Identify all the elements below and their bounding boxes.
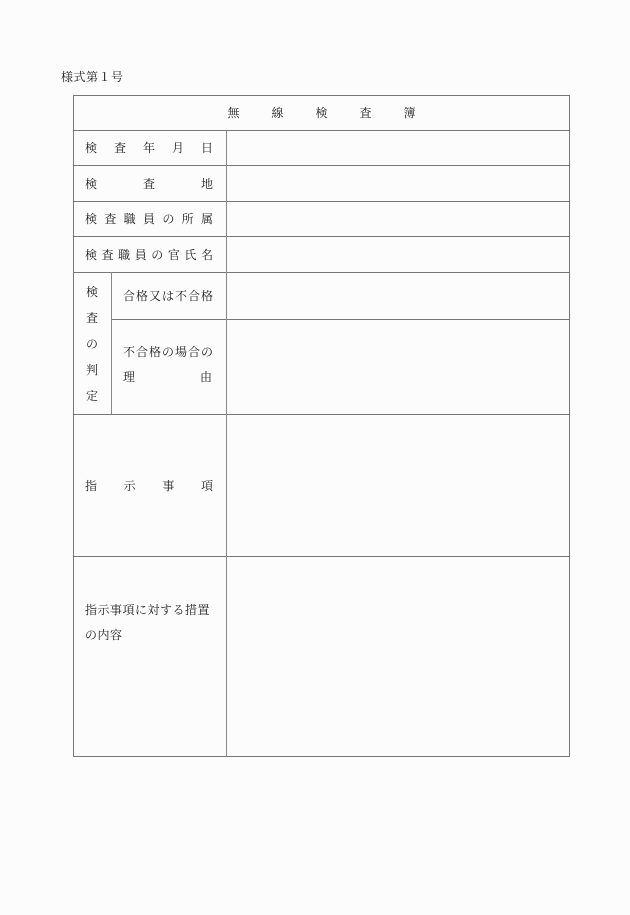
fail-reason-label: 不合格の場合の 理 由	[123, 345, 215, 384]
register-title: 無 線 検 査 簿	[227, 106, 416, 120]
measures-label: 指示事項に対する措置 の内容	[85, 603, 211, 642]
inspection-date-field[interactable]	[227, 131, 569, 165]
instructions-field[interactable]	[227, 415, 569, 556]
inspector-affiliation-field[interactable]	[227, 202, 569, 236]
measures-field[interactable]	[227, 557, 569, 756]
inspector-name-field[interactable]	[227, 237, 569, 272]
form-number: 様式第１号	[61, 70, 124, 84]
inspector-name-label: 検 査 職 員 の 官 氏 名	[85, 247, 213, 262]
inspection-place-label: 検 査 地	[85, 176, 213, 191]
inspector-affiliation-label: 検 査 職 員 の 所 属	[85, 212, 213, 226]
column-divider	[111, 272, 112, 414]
pass-fail-field[interactable]	[227, 273, 569, 319]
inspection-judgement-group-label: 検 査 の 判 定	[85, 284, 98, 403]
inspection-date-label: 検 査 年 月 日	[85, 141, 213, 155]
pass-fail-label: 合格又は不合格	[123, 289, 215, 303]
instructions-label: 指 示 事 項	[85, 478, 213, 493]
inspection-place-field[interactable]	[227, 166, 569, 201]
fail-reason-field[interactable]	[227, 320, 569, 414]
